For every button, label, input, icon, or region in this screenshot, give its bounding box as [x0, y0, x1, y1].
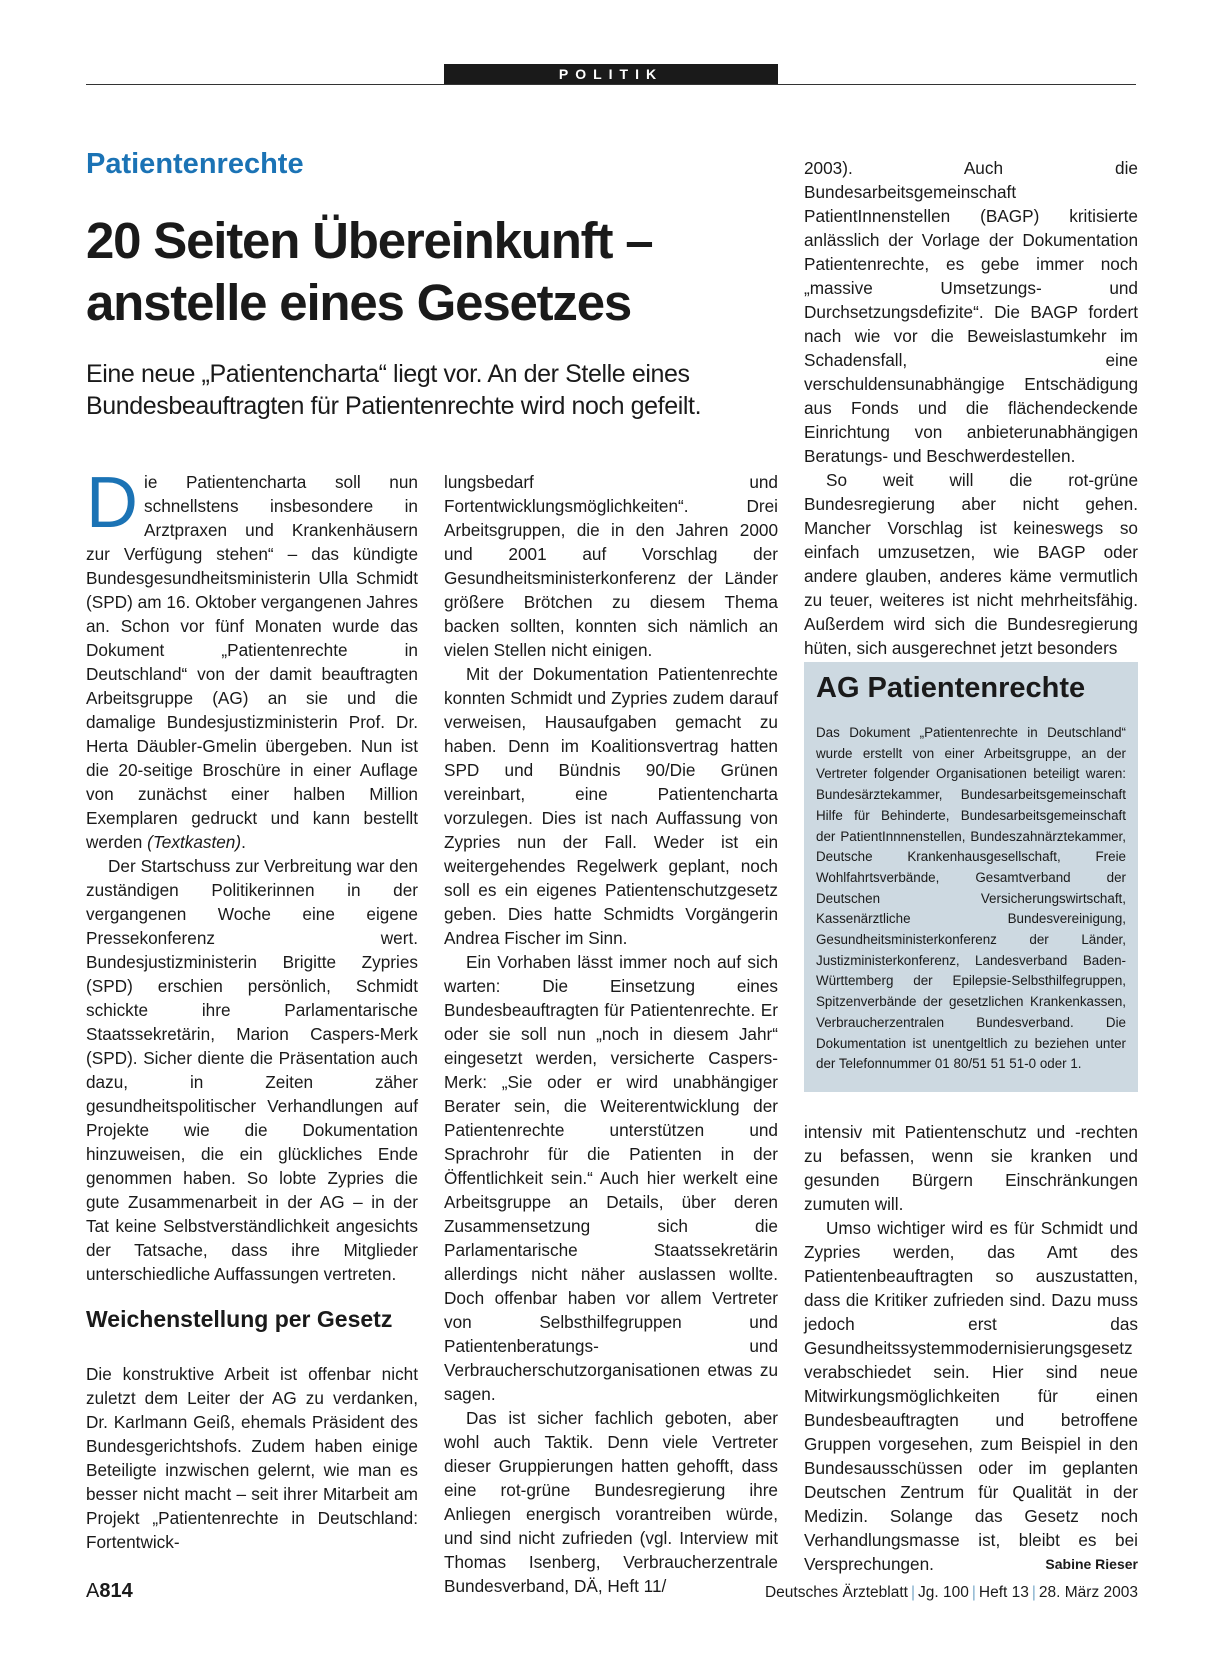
paragraph: Mit der Dokumentation Patientenrechte konnten Schmidt und Zypries zudem darauf verweisen, Hausaufgaben gemacht zu haben. Denn im Koalitionsvertrag hatten SPD und Bündnis 90/Die Grünen vereinbart, eine Patientencharta vorzulegen. Dies ist nach Auffassung von Zypries nun der Fall. Weder ist ein weitergehendes Regelwerk geplant, noch soll es ein eigenes Patientenschutzgesetz geben. Dies hatte Schmidts Vorgängerin Andrea Fischer im Sinn.: [444, 664, 778, 948]
textbox-reference: (Textkasten): [147, 832, 242, 852]
info-box: [804, 662, 1138, 1092]
info-box-text: Das Dokument „Patientenrechte in Deutschland“ wurde erstellt von einer Arbeitsgruppe, an der Vertreter folgender Organisationen beteiligt waren: Bundesärztekammer, Bundesarbeitsgemeinschaft Hilfe für Behinderte, Bundesarbeitsgemeinschaft der PatientInnnenstellen, Bundeszahnärztekammer, Deutsche Krankenhausgesellschaft, Freie Wohlfahrtsverbände, Gesamtverband der Deutschen Versicherungswirtschaft, Kassenärztliche Bundesvereinigung, Gesundheitsministerkonferenz der Länder, Justizministerkonferenz, Landesverband Baden-Württemberg der Epilepsie-Selbsthilfegruppen, Spitzenverbände der gesetzlichen Krankenkassen, Verbraucherzentralen Bundesverband. Die Dokumentation ist unentgeltlich zu beziehen unter der Telefonnummer 01 80/51 51 51-0 oder 1.: [816, 725, 1126, 1072]
section-label: POLITIK: [444, 64, 778, 84]
journal-issue: Heft 13: [978, 1584, 1029, 1601]
headline-line-1: 20 Seiten Übereinkunft –: [86, 212, 653, 269]
journal-name: Deutsches Ärzteblatt: [764, 1584, 908, 1601]
article-headline: [86, 210, 766, 334]
drop-cap: D: [86, 463, 138, 543]
author-byline: Sabine Rieser: [1045, 1556, 1138, 1572]
journal-date: 28. März 2003: [1038, 1584, 1138, 1601]
headline-line-2: anstelle eines Gesetzes: [86, 274, 632, 331]
column-3-bottom: [804, 1120, 1138, 1576]
column-2: [444, 470, 778, 1598]
paragraph: lungsbedarf und Fortentwicklungsmöglichkeiten“. Drei Arbeitsgruppen, die in den Jahren 2000 und 2001 auf Vorschlag der Gesundheitsministerkonferenz der Länder größere Brötchen zu diesem Thema backen sollten, konnten sich nämlich an vielen Stellen nicht einigen.: [444, 472, 778, 660]
paragraph: intensiv mit Patientenschutz und -rechten zu befassen, wenn sie kranken und gesunden Bürgern Einschränkungen zumuten will.: [804, 1122, 1138, 1214]
journal-volume: Jg. 100: [918, 1584, 969, 1601]
paragraph: Die konstruktive Arbeit ist offenbar nicht zuletzt dem Leiter der AG zu verdanken, Dr. Karlmann Geiß, ehemals Präsident des Bundesgerichtshofs. Zudem haben einige Beteiligte inzwischen gelernt, wie man es besser nicht macht – seit ihrer Mitarbeit am Projekt „Patientenrechte in Deutschland: Fortentwick-: [86, 1364, 418, 1552]
paragraph: 2003). Auch die Bundesarbeitsgemeinschaft PatientInnenstellen (BAGP) kritisierte anlässlich der Vorlage der Dokumentation Patientenrechte, es gebe immer noch „massive Umsetzungs- und Durchsetzungsdefizite“. Die BAGP fordert nach wie vor die Beweislastumkehr im Schadensfall, eine verschuldensunabhängige Entschädigung aus Fonds und die flächendeckende Einrichtung von anbieterunabhängigen Beratungs- und Beschwerdestellen.: [804, 158, 1138, 466]
top-rule: [86, 84, 1136, 85]
paragraph: Umso wichtiger wird es für Schmidt und Zypries werden, das Amt des Patientenbeauftragten so auszustatten, dass die Kritiker zufrieden sind. Dazu muss jedoch erst das Gesundheitssystemmodernisierungsgesetz verabschiedet sein. Hier sind neue Mitwirkungsmöglichkeiten für einen Bundesbeauftragten und betroffene Gruppen vorgesehen, zum Beispiel in den Bundesausschüssen oder im geplanten Deutschen Zentrum für Qualität in der Medizin. Solange das Gesetz noch Verhandlungsmasse ist, bleibt es bei Versprechungen. Sabine Rieser: [804, 1218, 1138, 1574]
article-deck: Eine neue „Patientencharta“ liegt vor. An der Stelle eines Bundesbeauftragten für Patientenrechte wird noch gefeilt.: [86, 360, 702, 420]
journal-footer: Deutsches Ärzteblatt | Jg. 100 | Heft 13 | 28. März 2003: [764, 1584, 1138, 1601]
column-1-continued: [86, 1362, 418, 1554]
paragraph: Ein Vorhaben lässt immer noch auf sich warten: Die Einsetzung eines Bundesbeauftragten für Patientenrechte. Er oder sie soll nun „noch in diesem Jahr“ eingesetzt werden, versicherte Caspers-Merk: „Sie oder er wird unabhängiger Berater sein, die Weiterentwicklung der Patientenrechte unterstützen und Sprachrohr für die Patienten in der Öffentlichkeit sein.“ Auch hier werkelt eine Arbeitsgruppe an Details, über deren Zusammensetzung sich die Parlamentarische Staatssekretärin allerdings nicht näher auslassen wollte. Doch offenbar haben vor allem Vertreter von Selbsthilfegruppen und Patientenberatungs- und Verbraucherschutzorganisationen etwas zu sagen.: [444, 952, 778, 1404]
paragraph: Die Patientencharta soll nun schnellstens insbesondere in Arztpraxen und Krankenhäusern zur Verfügung stehen“ – das kündigte Bundesgesundheitsministerin Ulla Schmidt (SPD) am 16. Oktober vergangenen Jahres an. Schon vor fünf Monaten wurde das Dokument „Patientenrechte in Deutschland“ von der damit beauftragten Arbeitsgruppe (AG) an sie und die damalige Bundesjustizministerin Prof. Dr. Herta Däubler-Gmelin übergeben. Nun ist die 20-seitige Broschüre in einer Auflage von zunächst einer halben Million Exemplaren gedruckt und kann bestellt werden (Textkasten).: [86, 463, 418, 852]
info-box-title: AG Patientenrechte: [816, 672, 1086, 704]
paragraph: Das ist sicher fachlich geboten, aber wohl auch Taktik. Denn viele Vertreter dieser Gruppierungen hatten gehofft, dass eine rot-grüne Bundesregierung ihre Anliegen energisch vorantreiben würde, und sind nicht zufrieden (vgl. Interview mit Thomas Isenberg, Verbraucherzentrale Bundesverband, DÄ, Heft 11/: [444, 1408, 778, 1596]
column-1: [86, 463, 418, 1286]
page-number: A814: [86, 1580, 133, 1602]
paragraph: Der Startschuss zur Verbreitung war den zuständigen Politikerinnen in der vergangenen Woche eine eigene Pressekonferenz wert. Bundesjustizministerin Brigitte Zypries (SPD) erschien persönlich, Schmidt schickte ihre Parlamentarische Staatssekretärin, Marion Caspers-Merk (SPD). Sicher diente die Präsentation auch dazu, in Zeiten zäher gesundheitspolitischer Verhandlungen auf Projekte wie die Dokumentation hinzuweisen, die ein glückliches Ende genommen haben. So lobte Zypries die gute Zusammenarbeit in der AG – in der Tat keine Selbstverständlichkeit angesichts der Tatsache, dass ihre Mitglieder unterschiedliche Auffassungen vertreten.: [86, 856, 418, 1284]
column-3-top: [804, 156, 1138, 660]
article-kicker: Patientenrechte: [86, 148, 304, 180]
section-subhead: Weichenstellung per Gesetz: [86, 1306, 393, 1332]
paragraph: So weit will die rot-grüne Bundesregierung aber nicht gehen. Mancher Vorschlag ist keineswegs so einfach umzusetzen, wie BAGP oder andere glauben, anderes käme vermutlich zu teuer, weiteres ist nicht mehrheitsfähig. Außerdem wird sich die Bundesregierung hüten, sich ausgerechnet jetzt besonders: [804, 470, 1138, 658]
